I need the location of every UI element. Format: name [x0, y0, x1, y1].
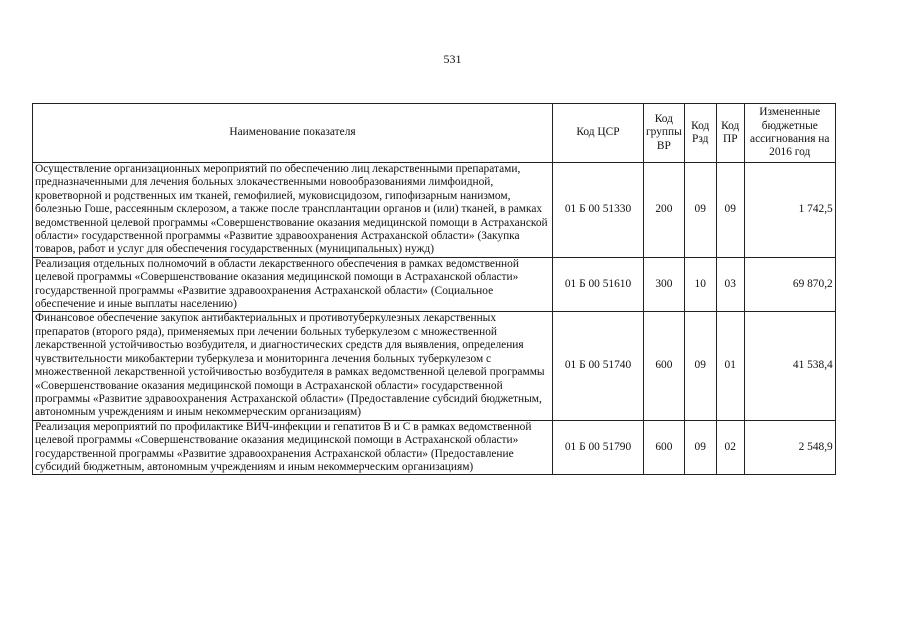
- header-name: Наименование показателя: [33, 104, 553, 163]
- row-name: Финансовое обеспечение закупок антибактериальных и противотуберкулезных лекарственных препаратов (второго ряда), применяемых при лечении больных туберкулезом с множественной лекарственной устойчивостью возбудителя, и диагностических средств для выявления, определения чувствительности микобактерии туберкулеза и мониторинга лечения больных туберкулезом с множественной лекарственной устойчивостью возбудителя в рамках ведомственной целевой программы «Совершенствование оказания медицинской помощи в Астраханской области» государственной программы «Развитие здравоохранения Астраханской области» (Предоставление субсидий бюджетным, автономным учреждениям и иным некоммерческим организациям): [33, 312, 553, 420]
- row-pr: 03: [716, 257, 744, 312]
- budget-table: [32, 103, 836, 475]
- header-csr: Код ЦСР: [553, 104, 644, 163]
- header-pr: Код ПР: [716, 104, 744, 163]
- row-vr: 600: [644, 420, 685, 475]
- row-csr: 01 Б 00 51610: [553, 257, 644, 312]
- row-csr: 01 Б 00 51790: [553, 420, 644, 475]
- row-rzd: 09: [684, 420, 716, 475]
- row-sum: 1 742,5: [744, 163, 835, 258]
- table-row: [33, 163, 836, 258]
- header-rzd: Код Рзд: [684, 104, 716, 163]
- row-csr: 01 Б 00 51740: [553, 312, 644, 420]
- row-sum: 69 870,2: [744, 257, 835, 312]
- row-csr: 01 Б 00 51330: [553, 163, 644, 258]
- row-pr: 01: [716, 312, 744, 420]
- row-name: Реализация мероприятий по профилактике ВИЧ-инфекции и гепатитов B и C в рамках ведомственной целевой программы «Совершенствование оказания медицинской помощи в Астраханской области» государственной программы «Развитие здравоохранения Астраханской области» (Предоставление субсидий бюджетным, автономным учреждениям и иным некоммерческим организациям): [33, 420, 553, 475]
- row-rzd: 09: [684, 163, 716, 258]
- row-vr: 600: [644, 312, 685, 420]
- table-row: [33, 420, 836, 475]
- row-vr: 300: [644, 257, 685, 312]
- row-sum: 2 548,9: [744, 420, 835, 475]
- row-pr: 02: [716, 420, 744, 475]
- row-sum: 41 538,4: [744, 312, 835, 420]
- header-vr: Код группы ВР: [644, 104, 685, 163]
- row-pr: 09: [716, 163, 744, 258]
- table-row: [33, 257, 836, 312]
- row-vr: 200: [644, 163, 685, 258]
- row-name: Осуществление организационных мероприятий по обеспечению лиц лекарственными препаратами, предназначенными для лечения больных злокачественными новообразованиями лимфоидной, кроветворной и родственных им тканей, гемофилией, муковисцидозом, гипофизарным нанизмом, болезнью Гоше, рассеянным склерозом, а также после трансплантации органов и (или) тканей, в рамках ведомственной целевой программы «Совершенствование оказания медицинской помощи в Астраханской области» государственной программы «Развитие здравоохранения Астраханской области» (Закупка товаров, работ и услуг для обеспечения государственных (муниципальных) нужд): [33, 163, 553, 258]
- table-row: [33, 312, 836, 420]
- row-name: Реализация отдельных полномочий в области лекарственного обеспечения в рамках ведомственной целевой программы «Совершенствование оказания медицинской помощи в Астраханской области» государственной программы «Развитие здравоохранения Астраханской области» (Социальное обеспечение и иные выплаты населению): [33, 257, 553, 312]
- table-header-row: [33, 104, 836, 163]
- row-rzd: 10: [684, 257, 716, 312]
- page-number: 531: [443, 52, 462, 66]
- row-rzd: 09: [684, 312, 716, 420]
- header-sum: Измененные бюджетные ассигнования на 2016 год: [744, 104, 835, 163]
